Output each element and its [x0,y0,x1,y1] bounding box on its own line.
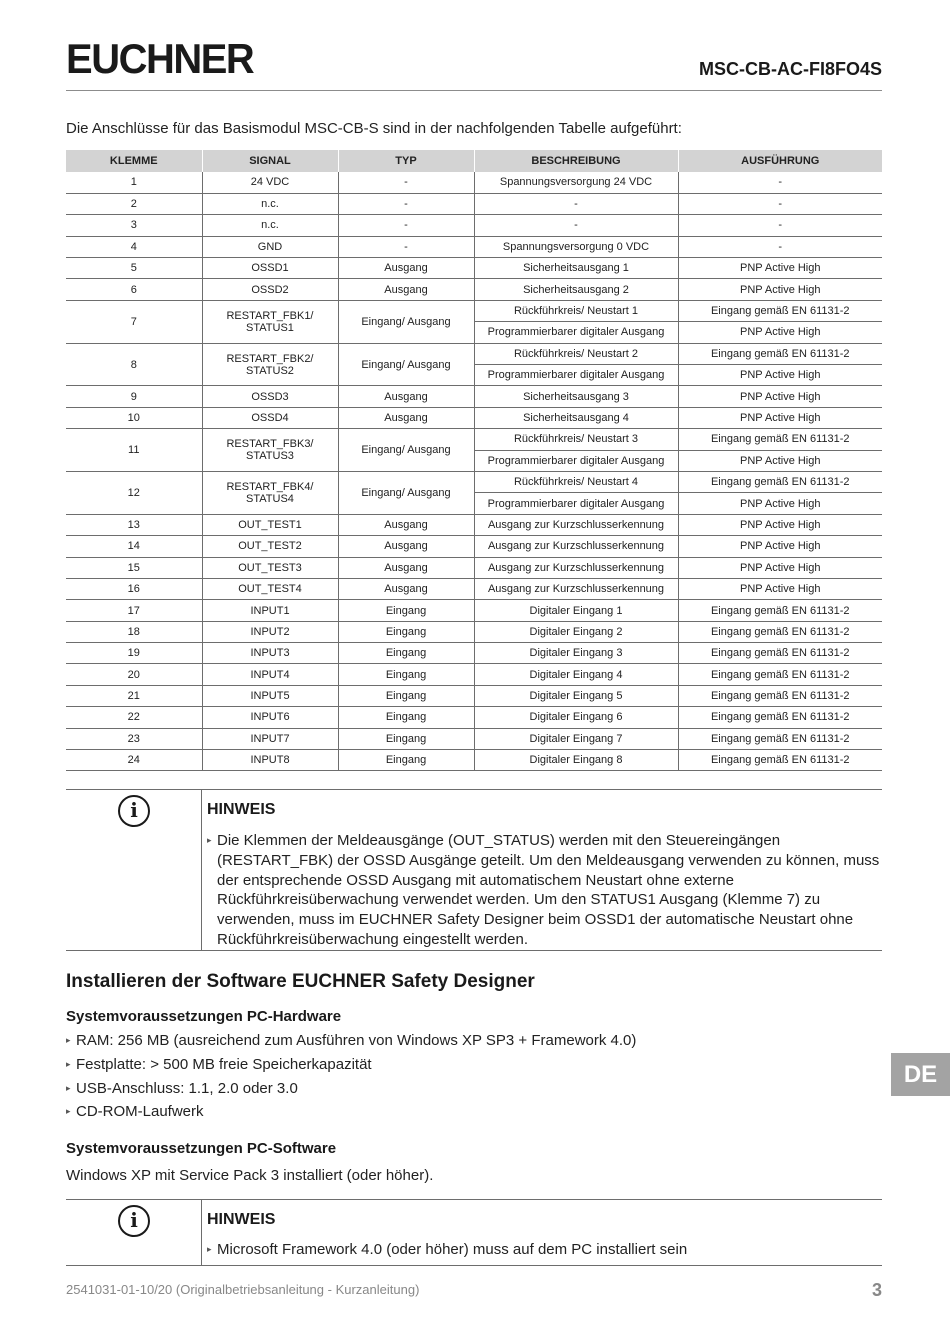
cell-klemme: 5 [66,258,202,279]
cell-signal: INPUT6 [202,707,338,728]
table-row [66,193,882,214]
cell-ausfuehrung: Eingang gemäß EN 61131-2 [678,643,882,664]
cell-beschreibung: - [474,215,678,236]
cell-beschreibung: Rückführkreis/ Neustart 4 [474,471,678,492]
cell-klemme: 23 [66,728,202,749]
table-row [66,536,882,557]
cell-signal: INPUT8 [202,750,338,771]
table-row [66,407,882,428]
cell-ausfuehrung: - [678,236,882,257]
cell-beschreibung: Programmierbarer digitaler Ausgang [474,365,678,386]
cell-beschreibung: Digitaler Eingang 6 [474,707,678,728]
note-body [207,831,887,950]
terminal-table [66,150,882,771]
cell-ausfuehrung: Eingang gemäß EN 61131-2 [678,685,882,706]
cell-beschreibung: Ausgang zur Kurzschlusserkennung [474,514,678,535]
cell-signal: INPUT2 [202,621,338,642]
cell-beschreibung: Rückführkreis/ Neustart 2 [474,343,678,364]
column-header-signal: SIGNAL [202,150,338,172]
note-icon-column [66,1200,202,1265]
cell-ausfuehrung: PNP Active High [678,279,882,300]
software-heading: Systemvoraussetzungen PC-Software [66,1140,337,1157]
cell-signal: INPUT7 [202,728,338,749]
cell-signal: GND [202,236,338,257]
cell-klemme: 22 [66,707,202,728]
cell-ausfuehrung: Eingang gemäß EN 61131-2 [678,707,882,728]
cell-beschreibung: Programmierbarer digitaler Ausgang [474,322,678,343]
cell-klemme: 16 [66,578,202,599]
note-title: HINWEIS [207,801,276,818]
cell-klemme: 6 [66,279,202,300]
cell-klemme: 15 [66,557,202,578]
cell-ausfuehrung: PNP Active High [678,258,882,279]
cell-typ: Ausgang [338,557,474,578]
table-row [66,279,882,300]
column-header-ausfuehrung: AUSFÜHRUNG [678,150,882,172]
cell-typ: Ausgang [338,279,474,300]
info-icon: i [118,1205,150,1237]
cell-beschreibung: Ausgang zur Kurzschlusserkennung [474,536,678,557]
list-item: ▸ CD-ROM-Laufwerk [76,1100,636,1124]
cell-signal: n.c. [202,193,338,214]
cell-klemme: 17 [66,600,202,621]
table-row [66,172,882,193]
cell-signal: 24 VDC [202,172,338,193]
section-heading: Installieren der Software EUCHNER Safety Designer [66,971,535,992]
cell-klemme: 2 [66,193,202,214]
hardware-heading: Systemvoraussetzungen PC-Hardware [66,1008,342,1025]
table-row [66,557,882,578]
table-row [66,578,882,599]
cell-klemme: 21 [66,685,202,706]
cell-klemme: 4 [66,236,202,257]
cell-signal: OUT_TEST4 [202,578,338,599]
cell-typ: - [338,193,474,214]
cell-klemme: 20 [66,664,202,685]
table-row [66,258,882,279]
cell-typ: - [338,236,474,257]
cell-typ: - [338,172,474,193]
cell-beschreibung: Digitaler Eingang 7 [474,728,678,749]
cell-ausfuehrung: PNP Active High [678,514,882,535]
cell-ausfuehrung: - [678,215,882,236]
cell-signal: RESTART_FBK3/ STATUS3 [202,429,338,472]
cell-ausfuehrung: PNP Active High [678,365,882,386]
cell-signal: RESTART_FBK4/ STATUS4 [202,471,338,514]
cell-beschreibung: Digitaler Eingang 2 [474,621,678,642]
cell-ausfuehrung: Eingang gemäß EN 61131-2 [678,471,882,492]
table-body [66,172,882,771]
table-row [66,621,882,642]
note-icon-column [66,790,202,950]
table-row [66,471,882,492]
cell-beschreibung: Spannungsversorgung 24 VDC [474,172,678,193]
cell-typ: Eingang [338,750,474,771]
cell-typ: Eingang/ Ausgang [338,343,474,386]
cell-signal: OSSD3 [202,386,338,407]
cell-ausfuehrung: - [678,193,882,214]
cell-ausfuehrung: Eingang gemäß EN 61131-2 [678,343,882,364]
cell-klemme: 11 [66,429,202,472]
note-title: HINWEIS [207,1211,276,1228]
cell-klemme: 10 [66,407,202,428]
cell-beschreibung: Ausgang zur Kurzschlusserkennung [474,578,678,599]
cell-beschreibung: Ausgang zur Kurzschlusserkennung [474,557,678,578]
cell-klemme: 13 [66,514,202,535]
cell-beschreibung: Sicherheitsausgang 4 [474,407,678,428]
cell-ausfuehrung: Eingang gemäß EN 61131-2 [678,600,882,621]
column-header-typ: TYP [338,150,474,172]
cell-typ: Eingang [338,600,474,621]
cell-ausfuehrung: PNP Active High [678,386,882,407]
cell-beschreibung: Spannungsversorgung 0 VDC [474,236,678,257]
table-row [66,429,882,450]
table-row [66,750,882,771]
cell-ausfuehrung: PNP Active High [678,407,882,428]
cell-signal: INPUT4 [202,664,338,685]
note-box-2 [66,1199,882,1266]
cell-signal: RESTART_FBK1/ STATUS1 [202,300,338,343]
cell-typ: Eingang [338,664,474,685]
note-box-1 [66,789,882,951]
cell-ausfuehrung: Eingang gemäß EN 61131-2 [678,728,882,749]
cell-beschreibung: Digitaler Eingang 1 [474,600,678,621]
intro-text: Die Anschlüsse für das Basismodul MSC-CB-S sind in der nachfolgenden Tabelle aufgeführt: [66,120,682,137]
table-row [66,300,882,321]
cell-signal: OUT_TEST3 [202,557,338,578]
cell-typ: Ausgang [338,514,474,535]
cell-klemme: 18 [66,621,202,642]
cell-beschreibung: Digitaler Eingang 5 [474,685,678,706]
table-row [66,707,882,728]
cell-signal: OSSD1 [202,258,338,279]
cell-ausfuehrung: PNP Active High [678,536,882,557]
cell-ausfuehrung: - [678,172,882,193]
cell-signal: INPUT1 [202,600,338,621]
table-row [66,215,882,236]
cell-ausfuehrung: Eingang gemäß EN 61131-2 [678,300,882,321]
cell-klemme: 1 [66,172,202,193]
page-number: 3 [871,1280,882,1300]
cell-klemme: 12 [66,471,202,514]
cell-typ: Ausgang [338,578,474,599]
cell-beschreibung: Rückführkreis/ Neustart 1 [474,300,678,321]
cell-beschreibung: Rückführkreis/ Neustart 3 [474,429,678,450]
column-header-beschreibung: BESCHREIBUNG [474,150,678,172]
cell-typ: Eingang [338,621,474,642]
cell-ausfuehrung: PNP Active High [678,493,882,514]
cell-ausfuehrung: Eingang gemäß EN 61131-2 [678,664,882,685]
cell-ausfuehrung: PNP Active High [678,322,882,343]
info-icon: i [118,795,150,827]
brand-logo: EUCHNER [66,35,254,82]
cell-typ: Eingang [338,707,474,728]
cell-ausfuehrung: Eingang gemäß EN 61131-2 [678,621,882,642]
footer-text: 2541031-01-10/20 (Originalbetriebsanleitung - Kurzanleitung) [66,1282,420,1297]
language-tab: DE [891,1053,950,1096]
cell-beschreibung: Sicherheitsausgang 3 [474,386,678,407]
table-row [66,236,882,257]
cell-signal: OUT_TEST2 [202,536,338,557]
list-item: ▸ RAM: 256 MB (ausreichend zum Ausführen von Windows XP SP3 + Framework 4.0) [76,1029,636,1053]
table-row [66,728,882,749]
table-row [66,643,882,664]
table-row [66,600,882,621]
cell-beschreibung: - [474,193,678,214]
note-text: ▸ Die Klemmen der Meldeausgänge (OUT_STATUS) werden mit den Steuereingängen (RESTART_FBK) der OSSD Ausgänge geteilt. Um den Meldeausgang verwenden zu können, muss der entsprechende OSSD Ausgang mit automatischem Neustart ohne externe Rückführkreisüberwachung verwendet werden. Um den STATUS1 Ausgang (Klemme 7) zu verwenden, muss im EUCHNER Safety Designer beim OSSD1 der automatische Neustart ohne Rückführkreisüberwachung eingestellt werden. [217,831,887,950]
cell-typ: Eingang [338,643,474,664]
cell-signal: OSSD2 [202,279,338,300]
cell-beschreibung: Programmierbarer digitaler Ausgang [474,493,678,514]
cell-typ: Eingang/ Ausgang [338,471,474,514]
cell-klemme: 24 [66,750,202,771]
cell-signal: OSSD4 [202,407,338,428]
table-header-row [66,150,882,172]
cell-typ: Ausgang [338,407,474,428]
cell-signal: OUT_TEST1 [202,514,338,535]
list-item: ▸ USB-Anschluss: 1.1, 2.0 oder 3.0 [76,1077,636,1101]
cell-signal: INPUT3 [202,643,338,664]
cell-ausfuehrung: Eingang gemäß EN 61131-2 [678,750,882,771]
cell-ausfuehrung: PNP Active High [678,557,882,578]
cell-beschreibung: Sicherheitsausgang 2 [474,279,678,300]
cell-typ: Eingang [338,685,474,706]
cell-beschreibung: Digitaler Eingang 4 [474,664,678,685]
note-text: ▸ Microsoft Framework 4.0 (oder höher) muss auf dem PC installiert sein [217,1240,887,1260]
hardware-list [76,1029,636,1124]
note-body [207,1240,887,1260]
cell-typ: Eingang/ Ausgang [338,300,474,343]
cell-ausfuehrung: Eingang gemäß EN 61131-2 [678,429,882,450]
cell-typ: Ausgang [338,258,474,279]
cell-klemme: 14 [66,536,202,557]
cell-klemme: 9 [66,386,202,407]
cell-signal: RESTART_FBK2/ STATUS2 [202,343,338,386]
cell-klemme: 7 [66,300,202,343]
table-row [66,343,882,364]
software-text: Windows XP mit Service Pack 3 installiert (oder höher). [66,1167,434,1184]
cell-ausfuehrung: PNP Active High [678,578,882,599]
cell-typ: Ausgang [338,536,474,557]
cell-beschreibung: Sicherheitsausgang 1 [474,258,678,279]
cell-klemme: 19 [66,643,202,664]
cell-typ: Ausgang [338,386,474,407]
table-row [66,386,882,407]
cell-klemme: 8 [66,343,202,386]
cell-signal: INPUT5 [202,685,338,706]
cell-typ: Eingang [338,728,474,749]
list-item: ▸ Festplatte: > 500 MB freie Speicherkapazität [76,1053,636,1077]
header-divider [66,90,882,91]
cell-typ: - [338,215,474,236]
table-row [66,514,882,535]
cell-klemme: 3 [66,215,202,236]
cell-beschreibung: Digitaler Eingang 8 [474,750,678,771]
cell-beschreibung: Digitaler Eingang 3 [474,643,678,664]
cell-beschreibung: Programmierbarer digitaler Ausgang [474,450,678,471]
cell-signal: n.c. [202,215,338,236]
column-header-klemme: KLEMME [66,150,202,172]
table-row [66,685,882,706]
cell-typ: Eingang/ Ausgang [338,429,474,472]
document-model: MSC-CB-AC-FI8FO4S [699,59,882,79]
table-row [66,664,882,685]
cell-ausfuehrung: PNP Active High [678,450,882,471]
